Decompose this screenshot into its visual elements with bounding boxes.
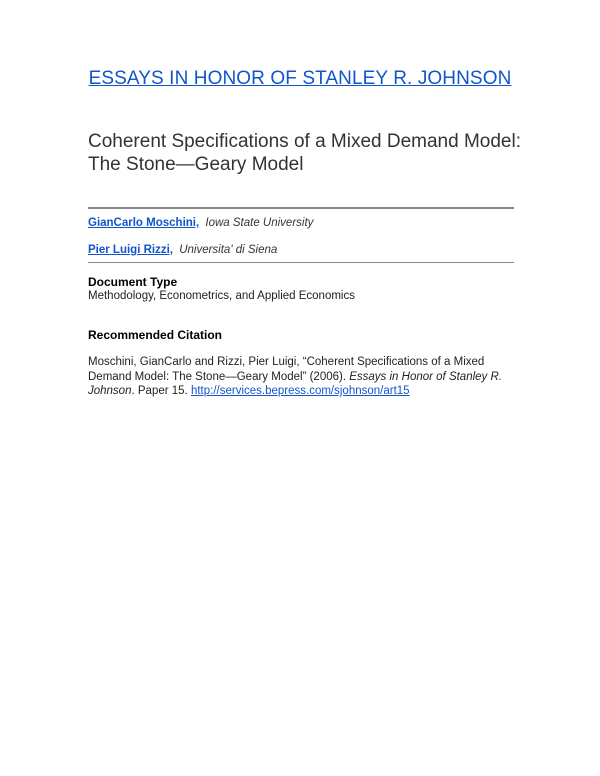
citation-text-after: . Paper 15.	[131, 385, 191, 397]
author-name-link[interactable]: GianCarlo Moschini,	[88, 217, 200, 229]
citation-text-before: Moschini, GianCarlo and Rizzi, Pier Luigi, “Coherent Specifications of a Mixed Demand Model: The Stone—Geary Model” (2006).	[88, 356, 485, 383]
series-title-link[interactable]: ESSAYS IN HONOR OF STANLEY R. JOHNSON	[88, 68, 512, 89]
paper-title-line-1: Coherent Specifications of a Mixed Demand Model:	[88, 131, 522, 152]
author-affiliation: Universita' di Siena	[179, 244, 278, 256]
recommended-citation-label: Recommended Citation	[88, 328, 223, 342]
author-affiliation: Iowa State University	[205, 217, 314, 229]
divider-bottom	[88, 262, 514, 263]
citation-text	[88, 355, 518, 399]
document-type-value: Methodology, Econometrics, and Applied Economics	[88, 290, 355, 302]
document-type-label: Document Type	[88, 275, 178, 289]
citation-book-title: Essays in Honor of Stanley R. Johnson	[88, 370, 502, 397]
author-entry	[88, 217, 313, 229]
author-entry	[88, 244, 277, 256]
divider-top	[88, 207, 514, 209]
citation-url-link[interactable]: http://services.bepress.com/sjohnson/art15	[190, 385, 410, 397]
paper-title	[88, 130, 521, 176]
author-name-link[interactable]: Pier Luigi Rizzi,	[88, 244, 173, 256]
paper-title-line-2: The Stone—Geary Model	[88, 154, 304, 175]
